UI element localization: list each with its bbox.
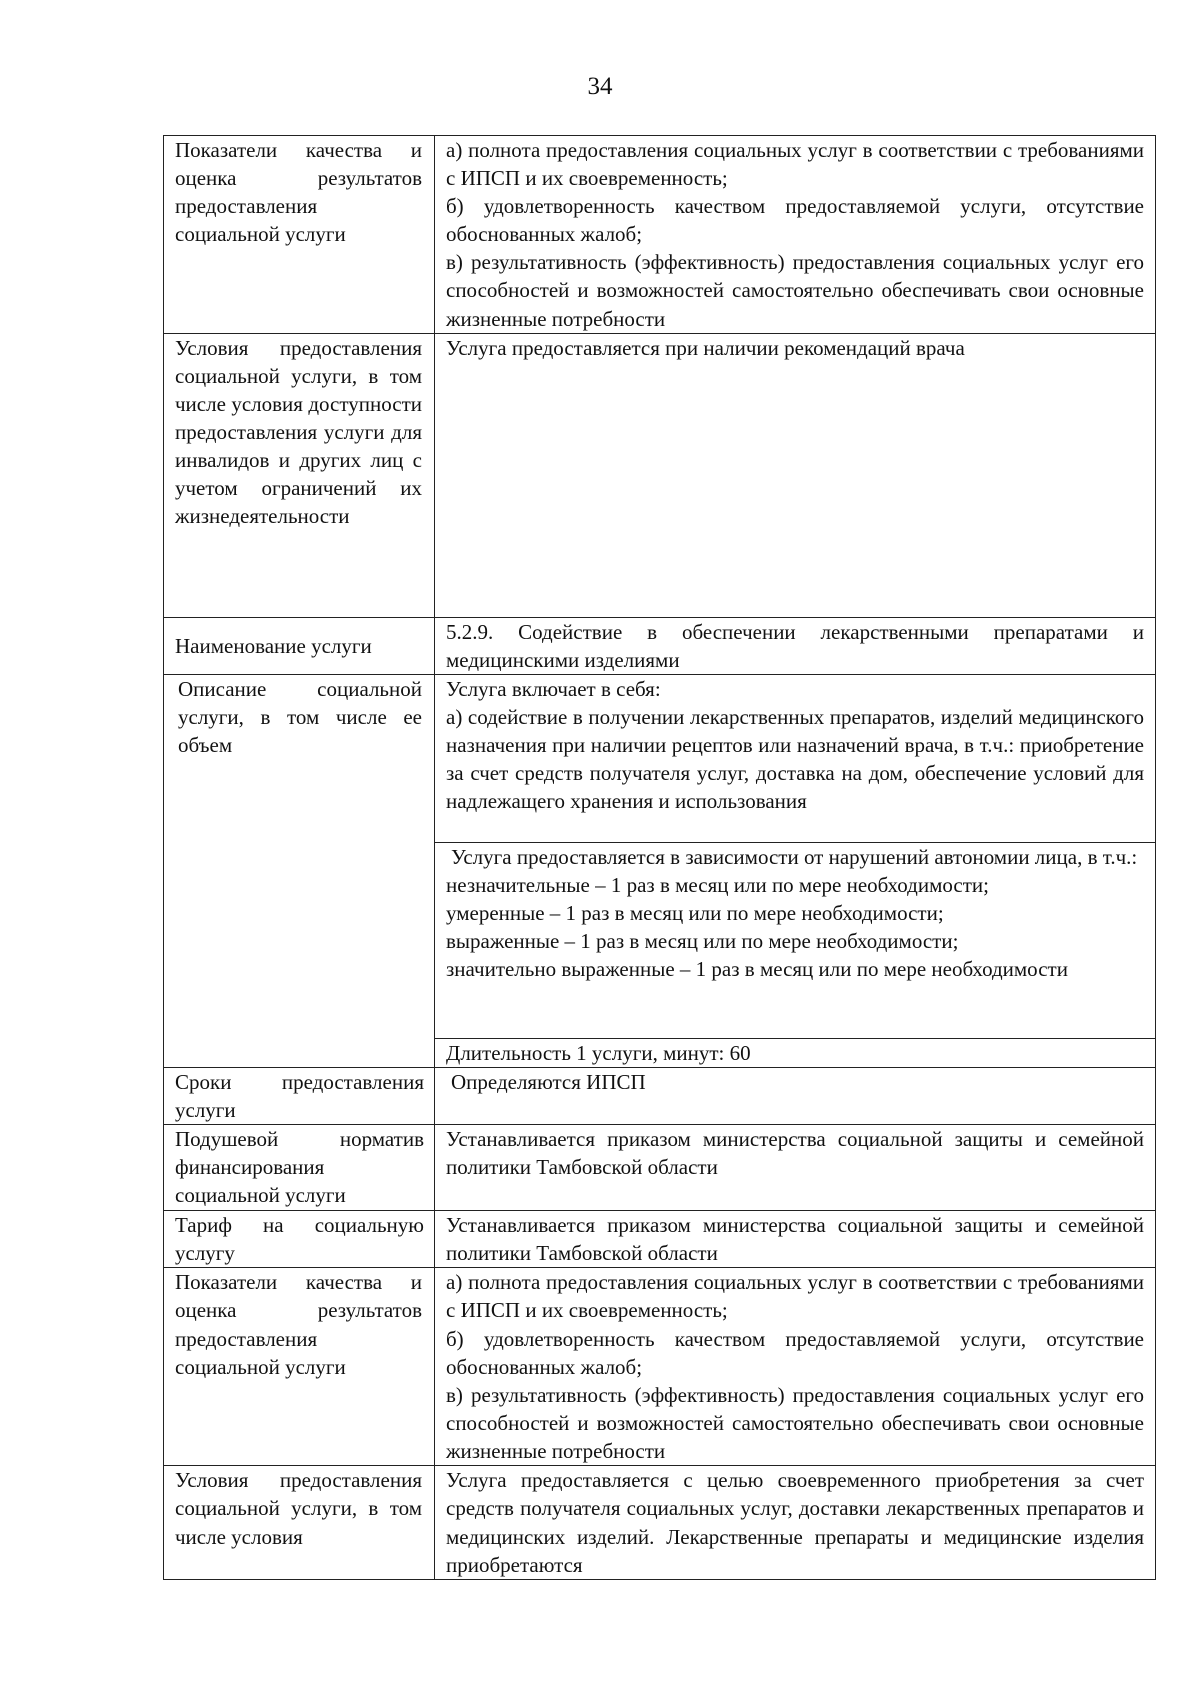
row-label-text: Сроки предоставления услуги — [175, 1069, 424, 1123]
row-label-text: Описание социальной услуги, в том числе ее объем — [178, 676, 422, 758]
row-value — [435, 136, 1156, 334]
row-label — [164, 1125, 435, 1211]
value-line: незначительные – 1 раз в месяц или по мере необходимости; — [446, 872, 989, 897]
table-row — [164, 1268, 1156, 1466]
value-line: Определяются ИПСП — [451, 1069, 646, 1094]
row-label — [164, 1466, 435, 1579]
value-line: 5.2.9. Содействие в обеспечении лекарственными препаратами и медицинскими изделиями — [446, 619, 1144, 672]
row-value — [435, 1125, 1156, 1211]
row-label — [164, 1211, 435, 1268]
row-label-text: Условия предоставления социальной услуги, в том числе условия — [175, 1468, 422, 1549]
value-line: в) результативность (эффективность) предоставления социальных услуг его способностей и возможностей самостоятельно обеспечивать свои основные жизненные потребности — [446, 250, 1144, 331]
row-label — [164, 1268, 435, 1466]
table-row — [164, 1211, 1156, 1268]
row-label — [164, 617, 435, 674]
value-line: а) полнота предоставления социальных услуг в соответствии с требованиями с ИПСП и их своевременность; — [446, 1270, 1144, 1323]
value-line: б) удовлетворенность качеством предоставляемой услуги, отсутствие обоснованных жалоб; — [446, 194, 1144, 247]
table-row — [164, 617, 1156, 674]
description-frequency — [435, 842, 1156, 1038]
value-line: Устанавливается приказом министерства социальной защиты и семейной политики Тамбовской области — [446, 1213, 1144, 1266]
table-row — [164, 136, 1156, 334]
value-line: а) содействие в получении лекарственных препаратов, изделий медицинского назначения при наличии рецептов или назначений врача, в т.ч.: приобретение за счет средств получателя услуг, доставка на дом, обеспечение условий для надлежащего хранения и использования — [446, 704, 1144, 814]
value-line: Длительность 1 услуги, минут: 60 — [446, 1040, 751, 1065]
description-duration — [435, 1038, 1156, 1067]
table-row — [164, 333, 1156, 617]
value-line: умеренные – 1 раз в месяц или по мере необходимости; — [446, 901, 944, 926]
row-label-text: Наименование услуги — [175, 633, 372, 658]
row-value — [435, 1067, 1156, 1124]
row-value — [435, 333, 1156, 617]
table-row — [164, 1466, 1156, 1579]
value-line: Услуга предоставляется в зависимости от нарушений автономии лица, в т.ч.: — [451, 844, 1138, 869]
row-value — [435, 1268, 1156, 1466]
value-line: б) удовлетворенность качеством предоставляемой услуги, отсутствие обоснованных жалоб; — [446, 1326, 1144, 1379]
value-line: Услуга включает в себя: — [446, 676, 661, 701]
row-label-text: Подушевой норматив финансирования социальной услуги — [175, 1127, 424, 1208]
table-row — [164, 1067, 1156, 1124]
value-line: в) результативность (эффективность) предоставления социальных услуг его способностей и возможностей самостоятельно обеспечивать свои основные жизненные потребности — [446, 1382, 1144, 1463]
value-line: выраженные – 1 раз в месяц или по мере необходимости; — [446, 929, 959, 954]
page-number: 34 — [587, 73, 613, 100]
row-label-text: Тариф на социальную услугу — [175, 1213, 424, 1266]
service-table — [163, 135, 1156, 1580]
row-label — [164, 674, 435, 1067]
table-row — [164, 674, 1156, 842]
value-line: значительно выраженные – 1 раз в месяц или по мере необходимости — [446, 957, 1068, 982]
value-line: Устанавливается приказом министерства социальной защиты и семейной политики Тамбовской области — [446, 1127, 1144, 1180]
value-line: Услуга предоставляется при наличии рекомендаций врача — [446, 335, 965, 360]
table-row — [164, 1125, 1156, 1211]
row-label — [164, 333, 435, 617]
row-label-text: Показатели качества и оценка результатов предоставления социальной услуги — [175, 138, 422, 247]
value-line: Услуга предоставляется с целью своевременного приобретения за счет средств получателя социальных услуг, доставки лекарственных препаратов и медицинских изделий. Лекарственные препараты и медицинские изделия приобретаются — [446, 1468, 1144, 1577]
row-value — [435, 1466, 1156, 1579]
row-label-text: Показатели качества и оценка результатов предоставления социальной услуги — [175, 1270, 422, 1379]
row-label-text: Условия предоставления социальной услуги, в том числе условия доступности предоставления услуги для инвалидов и других лиц с учетом ограничений их жизнедеятельности — [175, 335, 422, 529]
value-line: а) полнота предоставления социальных услуг в соответствии с требованиями с ИПСП и их своевременность; — [446, 138, 1144, 191]
description-scope — [435, 674, 1156, 842]
row-value — [435, 1211, 1156, 1268]
row-label — [164, 136, 435, 334]
row-label — [164, 1067, 435, 1124]
service-name — [435, 617, 1156, 674]
